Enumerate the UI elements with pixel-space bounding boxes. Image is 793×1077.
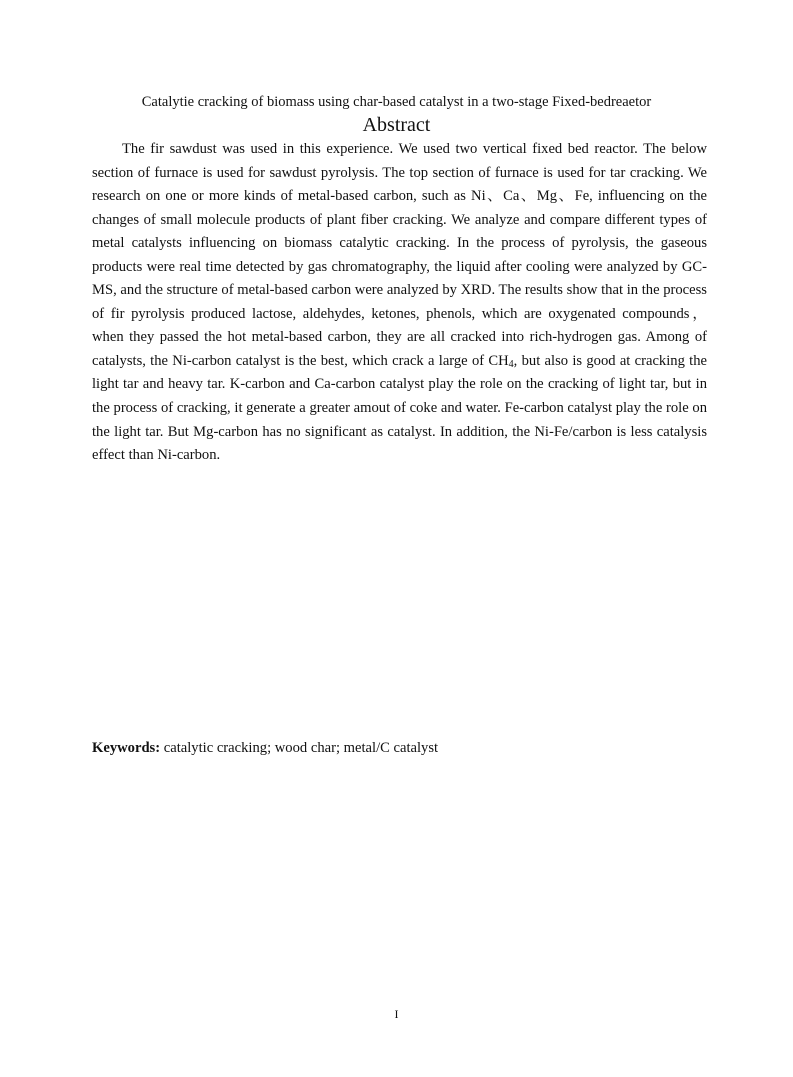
abstract-text-part2: , but also is good at cracking the light tar and heavy tar. K-carbon and Ca-carbon catalyst play the role on the cracking of light tar, but in the process of cracking, it generate a greater amout of coke and water. Fe-carbon catalyst play the role on the light tar. But Mg-carbon has no significant as catalyst. In addition, the Ni-Fe/carbon is less catalysis effect than Ni-carbon. — [92, 352, 707, 464]
keywords-text: catalytic cracking; wood char; metal/C catalyst — [160, 740, 439, 756]
keywords-line — [92, 737, 707, 759]
paper-title: Catalytie cracking of biomass using char-based catalyst in a two-stage Fixed-bedreaetor — [141, 94, 652, 110]
keywords-label: Keywords: — [92, 740, 161, 756]
abstract-heading: Abstract — [362, 114, 431, 136]
abstract-subscript: 4 — [508, 358, 514, 370]
abstract-text-part1: The fir sawdust was used in this experience. We used two vertical fixed bed reactor. The below section of furnace is used for sawdust pyrolysis. The top section of furnace is used for tar cracking. We research on one or more kinds of metal-based carbon, such as Ni、Ca、Mg、Fe, influencing on the changes of small molecule products of plant fiber cracking. We analyze and compare different types of metal catalysts influencing on biomass catalytic cracking. In the process of pyrolysis, the gaseous products were real time detected by gas chromatography, the liquid after cooling were analyzed by GC-MS, and the structure of metal-based carbon were analyzed by XRD. The results show that in the process of fir pyrolysis produced lactose, aldehydes, ketones, phenols, which are oxygenated compounds， when they passed the hot metal-based carbon, they are all cracked into rich-hydrogen gas. Among of catalysts, the Ni-carbon catalyst is the best, which crack a large of CH — [92, 141, 707, 369]
page-number: I — [394, 1007, 399, 1021]
abstract-paragraph — [92, 138, 707, 468]
